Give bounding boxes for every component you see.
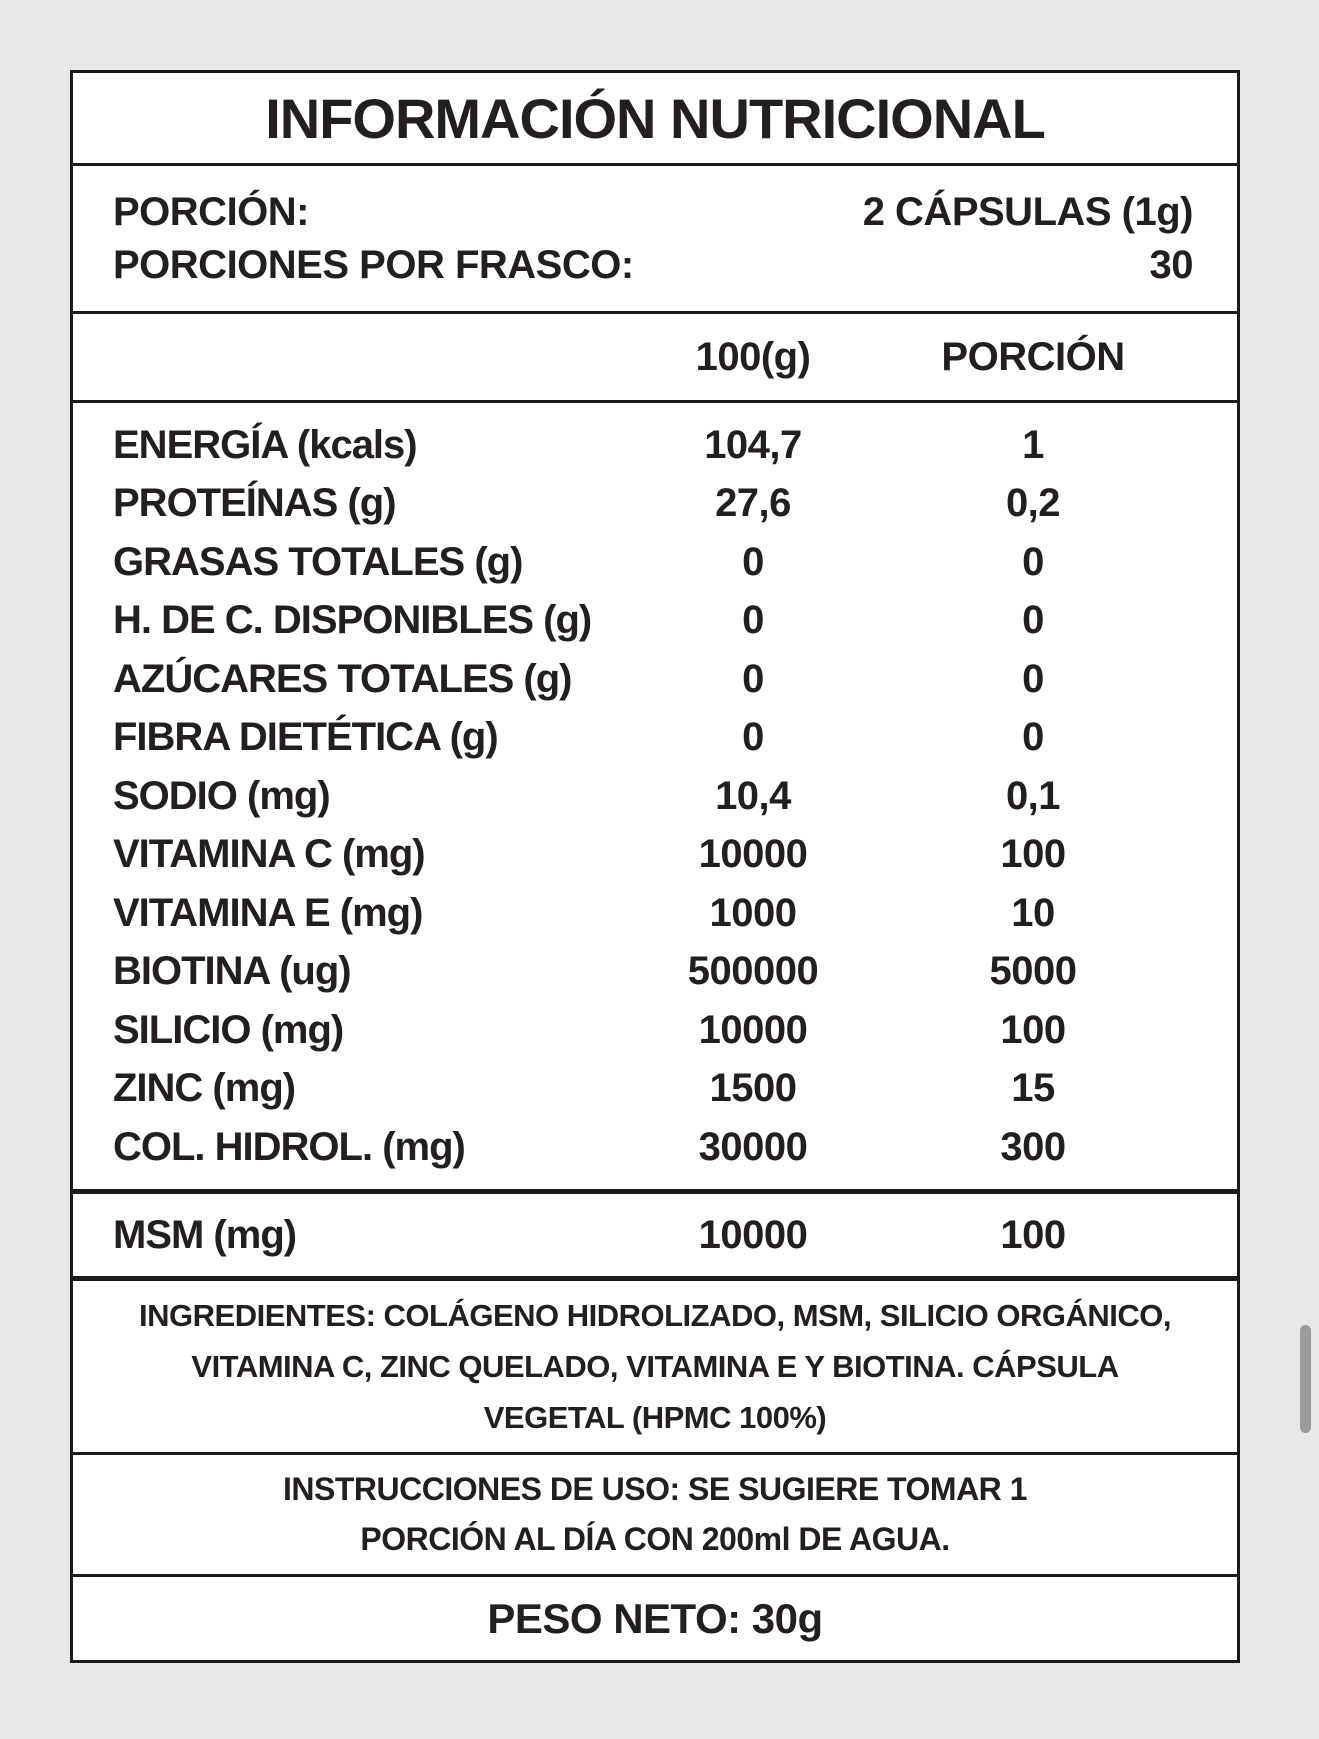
servings-per-container-value: 30 (1149, 242, 1193, 287)
label-title: INFORMACIÓN NUTRICIONAL (265, 86, 1045, 150)
nutrient-portion: 0,1 (1005, 773, 1061, 818)
nutrient-name: H. DE C. DISPONIBLES (g) (113, 598, 592, 642)
nutrient-name: ENERGÍA (kcals) (113, 422, 417, 467)
nutrient-name: PROTEÍNAS (g) (113, 481, 396, 525)
table-row (73, 832, 1237, 877)
nutrient-portion: 0,2 (1005, 481, 1061, 525)
table-row (73, 1125, 1237, 1170)
nutrient-per100: 10000 (698, 1212, 808, 1257)
scrollbar-thumb[interactable] (1300, 1325, 1311, 1433)
nutrient-name: MSM (mg) (113, 1212, 297, 1257)
nutrient-portion: 10 (1011, 890, 1055, 935)
net-weight-value: PESO NETO: 30g (487, 1594, 823, 1642)
serving-section (73, 163, 1237, 311)
table-row (73, 1008, 1237, 1053)
nutrient-per100: 1000 (709, 890, 797, 935)
nutrient-per100: 30000 (698, 1124, 808, 1169)
ingredients-line: VITAMINA C, ZINC QUELADO, VITAMINA E Y BIOTINA. CÁPSULA (191, 1348, 1119, 1384)
nutrient-name: BIOTINA (ug) (113, 949, 351, 993)
table-row (73, 1066, 1237, 1111)
nutrient-name: GRASAS TOTALES (g) (113, 539, 523, 584)
nutrient-per100: 10000 (698, 1007, 808, 1052)
table-row (73, 657, 1237, 702)
table-row (73, 598, 1237, 643)
nutrient-portion: 0 (1022, 539, 1044, 584)
nutrient-name: COL. HIDROL. (mg) (113, 1124, 465, 1169)
table-row (73, 774, 1237, 819)
nutrient-per100: 10000 (698, 832, 808, 876)
nutrient-portion: 0 (1022, 598, 1044, 642)
nutrient-per100: 0 (742, 715, 764, 759)
instructions-line: INSTRUCCIONES DE USO: SE SUGIERE TOMAR 1 (283, 1471, 1027, 1507)
ingredients-line: VEGETAL (HPMC 100%) (483, 1399, 827, 1435)
nutrient-per100: 27,6 (715, 481, 791, 525)
table-row (73, 715, 1237, 760)
nutrient-portion: 0 (1022, 656, 1044, 701)
nutrient-portion: 5000 (989, 949, 1077, 993)
table-row (73, 423, 1237, 468)
nutrient-portion: 1 (1022, 422, 1044, 467)
nutrient-name: ZINC (mg) (113, 1066, 296, 1110)
table-row (73, 481, 1237, 526)
nutrient-portion: 0 (1022, 715, 1044, 759)
nutrient-portion: 300 (1000, 1124, 1066, 1169)
ingredients-section (73, 1276, 1237, 1452)
servings-per-container-row (73, 243, 1237, 288)
nutrient-per100: 104,7 (704, 422, 802, 467)
nutrient-name: FIBRA DIETÉTICA (g) (113, 715, 498, 759)
nutrient-per100: 0 (742, 598, 764, 642)
nutrient-name: VITAMINA C (mg) (113, 832, 425, 876)
nutrient-name: AZÚCARES TOTALES (g) (113, 656, 572, 701)
instructions-section (73, 1452, 1237, 1574)
nutrient-portion: 100 (1000, 1212, 1066, 1257)
nutrient-name: SODIO (mg) (113, 773, 330, 818)
nutrient-per100: 10,4 (715, 773, 791, 818)
table-row (73, 540, 1237, 585)
nutrient-per100: 500000 (687, 949, 819, 993)
serving-row (73, 190, 1237, 235)
serving-size-label: PORCIÓN: (113, 189, 309, 234)
nutrient-name: SILICIO (mg) (113, 1007, 344, 1052)
ingredients-line: INGREDIENTES: COLÁGENO HIDROLIZADO, MSM, SILICIO ORGÁNICO, (139, 1297, 1171, 1333)
label-header (73, 73, 1237, 163)
serving-size-value: 2 CÁPSULAS (1g) (862, 189, 1193, 234)
nutrient-per100: 0 (742, 539, 764, 584)
servings-per-container-label: PORCIONES POR FRASCO: (113, 242, 634, 287)
nutrient-per100: 1500 (709, 1066, 797, 1110)
msm-section (73, 1189, 1237, 1276)
nutrition-label (70, 70, 1240, 1663)
nutrient-portion: 100 (1000, 832, 1066, 876)
column-header-portion: PORCIÓN (941, 334, 1125, 379)
instructions-line: PORCIÓN AL DÍA CON 200ml DE AGUA. (360, 1521, 950, 1557)
nutrient-per100: 0 (742, 656, 764, 701)
nutrient-portion: 15 (1011, 1066, 1055, 1110)
nutrient-name: VITAMINA E (mg) (113, 890, 423, 935)
table-row (73, 891, 1237, 936)
net-weight-section (73, 1574, 1237, 1660)
nutrient-rows (73, 400, 1237, 1189)
column-header-row (73, 311, 1237, 400)
column-header-per100: 100(g) (695, 334, 811, 379)
table-row (73, 1213, 1237, 1258)
table-row (73, 949, 1237, 994)
nutrient-portion: 100 (1000, 1007, 1066, 1052)
